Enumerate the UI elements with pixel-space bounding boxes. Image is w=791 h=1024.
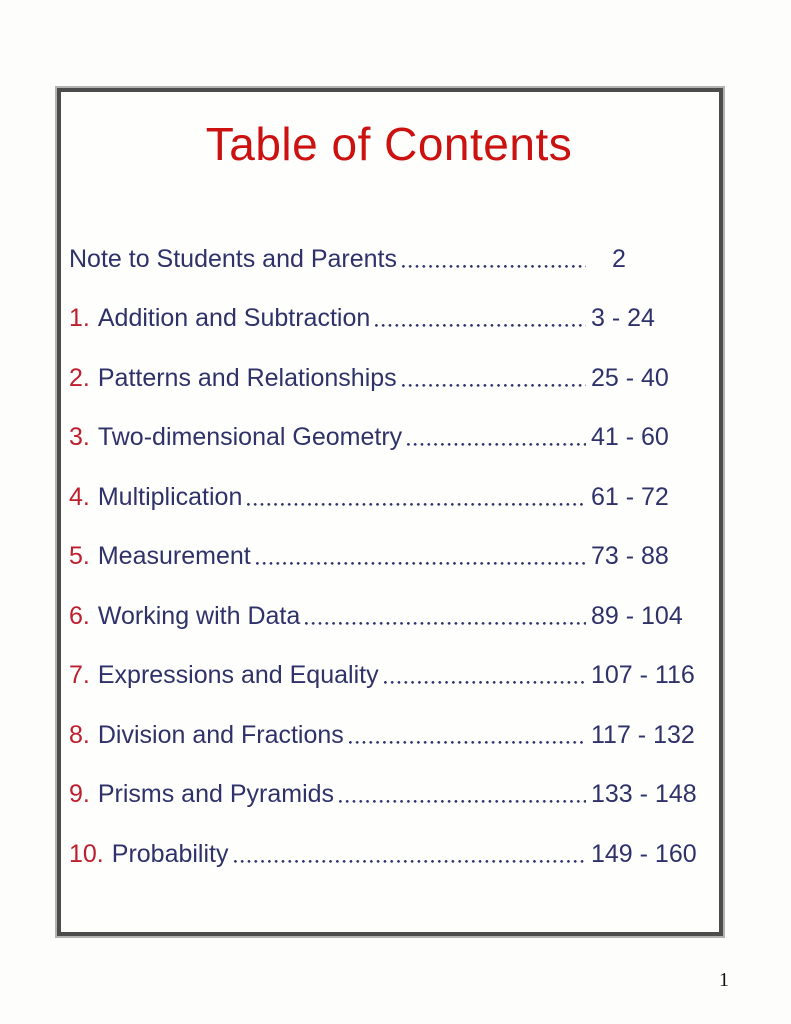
toc-entry-7 (69, 660, 709, 690)
toc-entry-number: 1. (69, 304, 90, 333)
toc-entry-5 (69, 541, 709, 571)
toc-entry-8 (69, 720, 709, 750)
toc-entry-pages: 107 - 116 (591, 661, 695, 690)
toc-entry-pages: 73 - 88 (591, 542, 669, 571)
toc-entry-pages: 133 - 148 (591, 780, 697, 809)
toc-entry-number: 7. (69, 661, 90, 690)
toc-entry-9 (69, 779, 709, 809)
content-frame (57, 88, 723, 936)
toc-entry-1 (69, 303, 709, 333)
dot-leader (234, 860, 587, 863)
toc-entry-number: 6. (69, 601, 90, 630)
toc-entry-note (69, 244, 709, 274)
toc-list (69, 244, 709, 869)
toc-entry-label: Patterns and Relationships (97, 363, 397, 392)
dot-leader (305, 622, 586, 625)
toc-entry-pages: 3 - 24 (591, 304, 655, 333)
dot-leader (256, 562, 586, 565)
toc-entry-pages: 117 - 132 (591, 720, 695, 749)
toc-entry-label: Measurement (97, 542, 251, 571)
toc-entry-label: Working with Data (97, 601, 301, 630)
toc-entry-label: Note to Students and Parents (69, 244, 397, 273)
toc-entry-pages: 149 - 160 (591, 839, 697, 868)
toc-entry-number: 8. (69, 720, 90, 749)
dot-leader (384, 681, 586, 684)
dot-leader (402, 384, 586, 387)
dot-leader (402, 265, 586, 268)
toc-entry-4 (69, 482, 709, 512)
toc-entry-number: 5. (69, 542, 90, 571)
toc-entry-number: 2. (69, 363, 90, 392)
toc-entry-label: Division and Fractions (97, 720, 344, 749)
toc-entry-label: Expressions and Equality (97, 661, 379, 690)
page-title: Table of Contents (205, 118, 573, 170)
toc-entry-number: 3. (69, 423, 90, 452)
dot-leader (339, 800, 586, 803)
toc-entry-6 (69, 601, 709, 631)
toc-entry-label: Probability (111, 839, 229, 868)
toc-entry-pages: 61 - 72 (591, 482, 669, 511)
toc-entry-label: Addition and Subtraction (97, 304, 371, 333)
dot-leader (247, 503, 586, 506)
dot-leader (349, 741, 586, 744)
toc-entry-pages: 2 (612, 244, 626, 273)
toc-entry-3 (69, 422, 709, 452)
toc-entry-number: 10. (69, 839, 104, 868)
toc-entry-number: 9. (69, 780, 90, 809)
toc-entry-2 (69, 363, 709, 393)
toc-entry-pages: 25 - 40 (591, 363, 669, 392)
toc-entry-label: Multiplication (97, 482, 243, 511)
toc-entry-number: 4. (69, 482, 90, 511)
toc-entry-label: Two-dimensional Geometry (97, 423, 403, 452)
toc-entry-label: Prisms and Pyramids (97, 780, 335, 809)
folio-page-number: 1 (719, 969, 729, 991)
toc-entry-10 (69, 839, 709, 869)
dot-leader (375, 324, 586, 327)
toc-entry-pages: 89 - 104 (591, 601, 683, 630)
dot-leader (407, 443, 586, 446)
toc-entry-pages: 41 - 60 (591, 423, 669, 452)
